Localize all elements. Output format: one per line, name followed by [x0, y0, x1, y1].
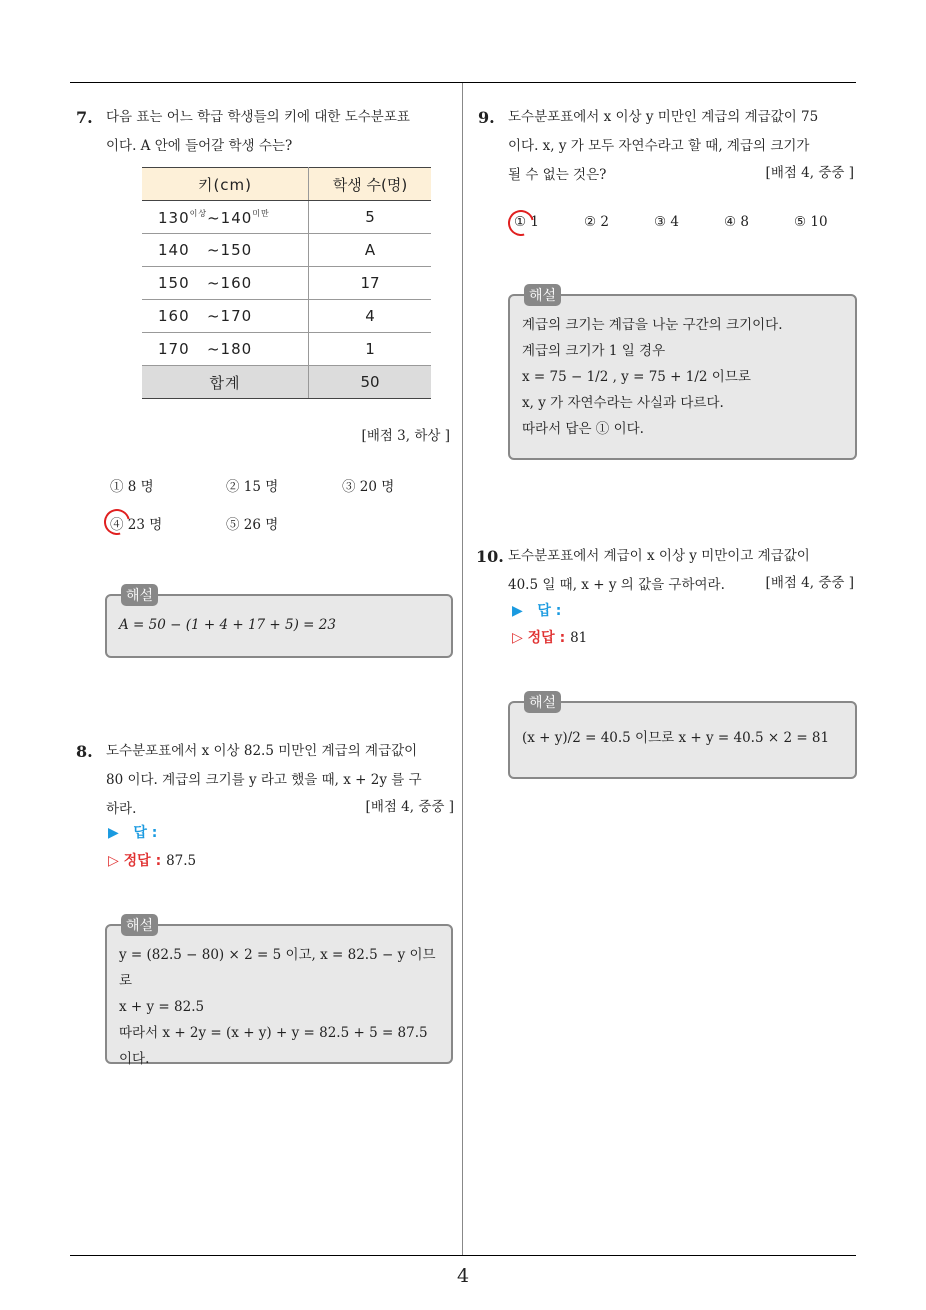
q10-line2: 40.5 일 때, x + y 의 값을 구하여라. — [508, 577, 725, 593]
row-count: A — [309, 234, 432, 267]
correct-label: 정답 : — [123, 853, 162, 869]
q7-line2: 이다. A 안에 들어갈 학생 수는? — [106, 138, 293, 154]
frequency-table — [142, 167, 431, 399]
q7-choice-4[interactable]: ④ 23 명 — [110, 517, 163, 533]
q8-explain-line1: y = (82.5 − 80) × 2 = 5 이고, x = 82.5 − y 이므로 — [119, 947, 436, 989]
answer-label: 답 : — [133, 825, 158, 841]
q8-meta: [배점 4, 중중 ] — [365, 799, 454, 815]
q8-explain-line2: x + y = 82.5 — [119, 999, 205, 1015]
q9-explain-line3: x = 75 − 1/2 , y = 75 + 1/2 이므로 — [522, 369, 751, 385]
range-from-sup: 이상 — [189, 208, 208, 218]
q8-explanation-box — [105, 918, 453, 1067]
q7-choice-1[interactable]: ① 8 명 — [110, 479, 154, 495]
top-rule — [70, 82, 856, 83]
total-label: 합계 — [142, 366, 309, 399]
q8-answer-row[interactable] — [108, 822, 157, 842]
q9-choice-5[interactable]: ⑤ 10 — [794, 214, 828, 230]
q9-line1: 도수분포표에서 x 이상 y 미만인 계급의 계급값이 75 — [508, 109, 819, 125]
row-range — [142, 201, 309, 234]
answer-label: 답 : — [537, 603, 562, 619]
q7-number: 7. — [76, 108, 93, 127]
q10-correct-row — [512, 627, 587, 647]
q8-explanation-text — [119, 942, 439, 1072]
bottom-rule — [70, 1255, 856, 1256]
row-count: 1 — [309, 333, 432, 366]
q10-meta: [배점 4, 중중 ] — [765, 575, 854, 591]
row-count: 17 — [309, 267, 432, 300]
q9-line3: 될 수 없는 것은? — [508, 167, 607, 183]
range-to-sup: 미만 — [252, 208, 270, 218]
q9-explanation-box — [508, 288, 857, 460]
q8-line1: 도수분포표에서 x 이상 82.5 미만인 계급의 계급값이 — [106, 743, 418, 759]
q8-correct-row — [108, 850, 196, 870]
row-range: 140 ~150 — [142, 234, 309, 267]
outline-play-icon: ▷ — [108, 853, 119, 869]
row-range: 170 ~180 — [142, 333, 309, 366]
q8-line3: 하라. — [106, 801, 137, 817]
q7-line1: 다음 표는 어느 학급 학생들의 키에 대한 도수분포표 — [106, 109, 410, 125]
q9-choice-3[interactable]: ③ 4 — [654, 214, 679, 230]
q8-explain-line4: 이다. — [119, 1051, 150, 1067]
q9-explain-line2: 계급의 크기가 1 일 경우 — [522, 343, 666, 359]
row-range: 150 ~160 — [142, 267, 309, 300]
answer-mark-icon — [503, 205, 539, 241]
q10-explanation-text: (x + y)/2 = 40.5 이므로 x + y = 40.5 × 2 = 81 — [522, 730, 830, 746]
q9-number: 9. — [478, 108, 495, 127]
explanation-tag: 해설 — [524, 691, 561, 713]
q9-line2: 이다. x, y 가 모두 자연수라고 할 때, 계급의 크기가 — [508, 138, 810, 154]
q8-explain-line3: 따라서 x + 2y = (x + y) + y = 82.5 + 5 = 87.5 — [119, 1025, 428, 1041]
q10-line1: 도수분포표에서 계급이 x 이상 y 미만이고 계급값이 — [508, 548, 810, 564]
q9-meta: [배점 4, 중중 ] — [765, 165, 854, 181]
q9-explain-line1: 계급의 크기는 계급을 나눈 구간의 크기이다. — [522, 317, 783, 333]
play-icon: ▶ — [512, 603, 523, 619]
q7-explanation-text: A = 50 − (1 + 4 + 17 + 5) = 23 — [119, 617, 336, 633]
play-icon: ▶ — [108, 825, 119, 841]
q7-choice-3[interactable]: ③ 20 명 — [342, 479, 395, 495]
q7-meta: [배점 3, 하상 ] — [361, 428, 450, 444]
q10-explanation-box — [508, 695, 857, 779]
outline-play-icon: ▷ — [512, 630, 523, 646]
q9-choice-1[interactable]: ① 1 — [514, 214, 539, 230]
row-count: 4 — [309, 300, 432, 333]
header-height: 키(cm) — [142, 168, 309, 201]
q7-explanation-box — [105, 588, 453, 658]
header-count: 학생 수(명) — [309, 168, 432, 201]
q7-choice-2[interactable]: ② 15 명 — [226, 479, 279, 495]
explanation-tag: 해설 — [524, 284, 561, 306]
row-count: 5 — [309, 201, 432, 234]
correct-value: 87.5 — [166, 853, 197, 869]
q9-choice-4[interactable]: ④ 8 — [724, 214, 749, 230]
q7-choice-5[interactable]: ⑤ 26 명 — [226, 517, 279, 533]
q8-line2: 80 이다. 계급의 크기를 y 라고 했을 때, x + 2y 를 구 — [106, 772, 422, 788]
q10-number: 10. — [476, 547, 504, 566]
correct-value: 81 — [570, 630, 588, 646]
range-to: ~140 — [207, 208, 253, 227]
page-number: 4 — [456, 1265, 470, 1287]
q9-explain-line5: 따라서 답은 ① 이다. — [522, 421, 644, 437]
q10-answer-row[interactable] — [512, 600, 561, 620]
q8-number: 8. — [76, 742, 93, 761]
row-range: 160 ~170 — [142, 300, 309, 333]
explanation-tag: 해설 — [121, 914, 158, 936]
range-from: 130 — [158, 208, 190, 227]
q9-choice-2[interactable]: ② 2 — [584, 214, 609, 230]
q9-explanation-text — [522, 312, 843, 442]
explanation-tag: 해설 — [121, 584, 158, 606]
answer-mark-icon — [99, 504, 135, 540]
total-value: 50 — [309, 366, 432, 399]
q7-text — [106, 103, 454, 161]
column-divider — [462, 83, 463, 1255]
correct-label: 정답 : — [527, 630, 566, 646]
q9-explain-line4: x, y 가 자연수라는 사실과 다르다. — [522, 395, 724, 411]
